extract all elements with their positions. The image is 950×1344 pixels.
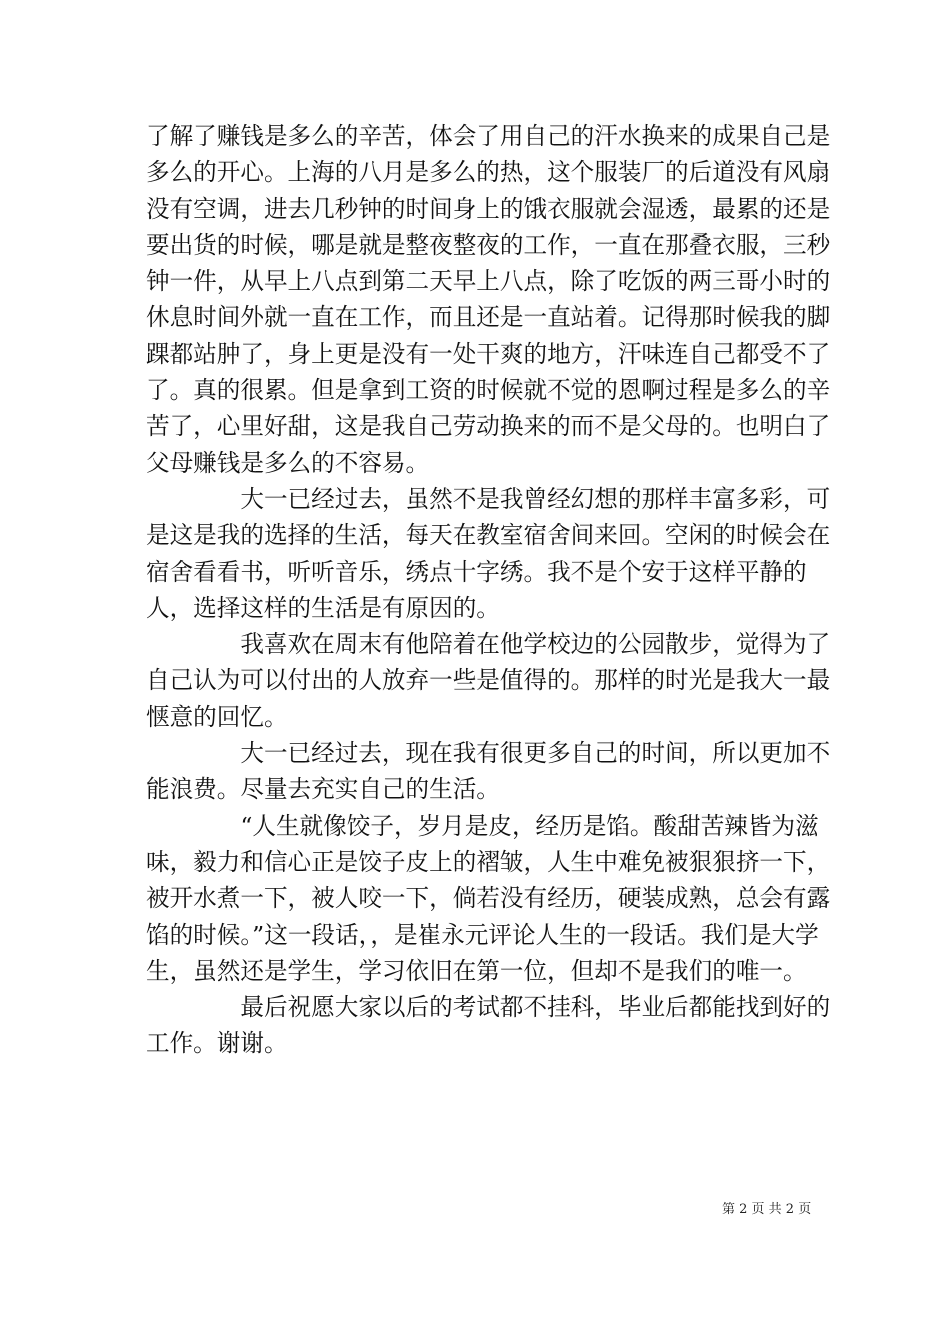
paragraph-summer-job: 了解了赚钱是多么的辛苦，体会了用自己的汗水换来的成果自己是多么的开心。上海的八月是多么的热，这个服装厂的后道没有风扇没有空调，进去几秒钟的时间身上的饿衣服就会湿透，最累的还是要出货的时候，哪是就是整夜整夜的工作，一直在那叠衣服，三秒钟一件，从早上八点到第二天早上八点，除了吃饭的两三哥小时的休息时间外就一直在工作，而且还是一直站着。记得那时候我的脚踝都站肿了，身上更是没有一处干爽的地方，汗味连自己都受不了了。真的很累。但是拿到工资的时候就不觉的恩啊过程是多么的辛苦了，心里好甜，这是我自己劳动换来的而不是父母的。也明白了父母赚钱是多么的不容易。: [146, 122, 831, 477]
paragraph-freshman-life: 大一已经过去，虽然不是我曾经幻想的那样丰富多彩，可是这是我的选择的生活，每天在教室宿舍间来回。空闲的时候会在宿舍看看书，听听音乐，绣点十字绣。我不是个安于这样平静的人，选择这样的生活是有原因的。: [146, 484, 831, 622]
document-body: [146, 118, 836, 1062]
paragraph-weekend-walks: 我喜欢在周末有他陪着在他学校边的公园散步，觉得为了自己认为可以付出的人放弃一些是值得的。那样的时光是我大一最惬意的回忆。: [146, 630, 831, 731]
page-number-footer: 第 2 页 共 2 页: [722, 1202, 812, 1217]
paragraph-dumpling-quote: “人生就像饺子，岁月是皮，经历是馅。酸甜苦辣皆为滋味，毅力和信心正是饺子皮上的褶皱，人生中难免被狠狠挤一下，被开水煮一下，被人咬一下，倘若没有经历，硬装成熟，总会有露馅的时候。”这一段话，，是崔永元评论人生的一段话。我们是大学生，虽然还是学生，学习依旧在第一位，但却不是我们的唯一。: [146, 811, 831, 985]
paragraph-closing-wishes: 最后祝愿大家以后的考试都不挂科，毕业后都能找到好的工作。谢谢。: [146, 993, 831, 1058]
paragraph-more-time: 大一已经过去，现在我有很更多自己的时间，所以更加不能浪费。尽量去充实自己的生活。: [146, 739, 831, 804]
